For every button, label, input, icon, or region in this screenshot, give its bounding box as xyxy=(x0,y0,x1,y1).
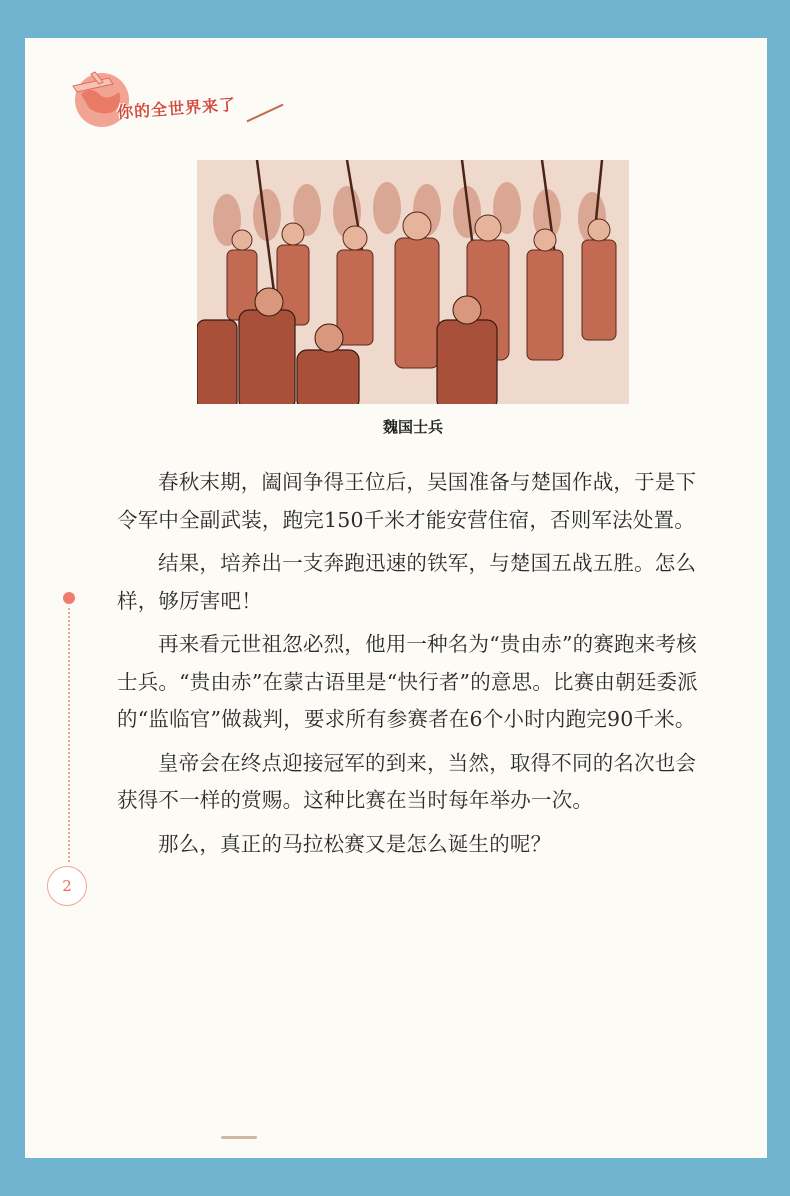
book-page xyxy=(25,38,767,1158)
margin-dotted-line xyxy=(68,608,70,862)
bottom-mark xyxy=(221,1136,257,1139)
header-decoration xyxy=(246,104,283,123)
figure-caption: 魏国士兵 xyxy=(382,418,443,436)
soldiers-illustration xyxy=(197,160,629,404)
paragraph: 春秋末期，阖闾争得王位后，吴国准备与楚国作战，于是下令军中全副武装，跑完150千米才能安营住宿，否则军法处置。 xyxy=(117,470,697,532)
series-title: 你的全世界来了 xyxy=(116,94,237,123)
body-text xyxy=(117,464,709,869)
margin-dot xyxy=(63,592,75,604)
paragraph: 结果，培养出一支奔跑迅速的铁军，与楚国五战五胜。怎么样，够厉害吧！ xyxy=(117,551,697,613)
paragraph: 再来看元世祖忽必烈，他用一种名为“贵由赤”的赛跑来考核士兵。“贵由赤”在蒙古语里是“快行者”的意思。比赛由朝廷委派的“监临官”做裁判，要求所有参赛者在6个小时内跑完90千米。 xyxy=(117,632,698,731)
paragraph: 那么，真正的马拉松赛又是怎么诞生的呢？ xyxy=(158,831,552,856)
page-number: 2 xyxy=(47,866,87,906)
paragraph: 皇帝会在终点迎接冠军的到来，当然，取得不同的名次也会获得不一样的赏赐。这种比赛在当时每年举办一次。 xyxy=(117,750,697,812)
